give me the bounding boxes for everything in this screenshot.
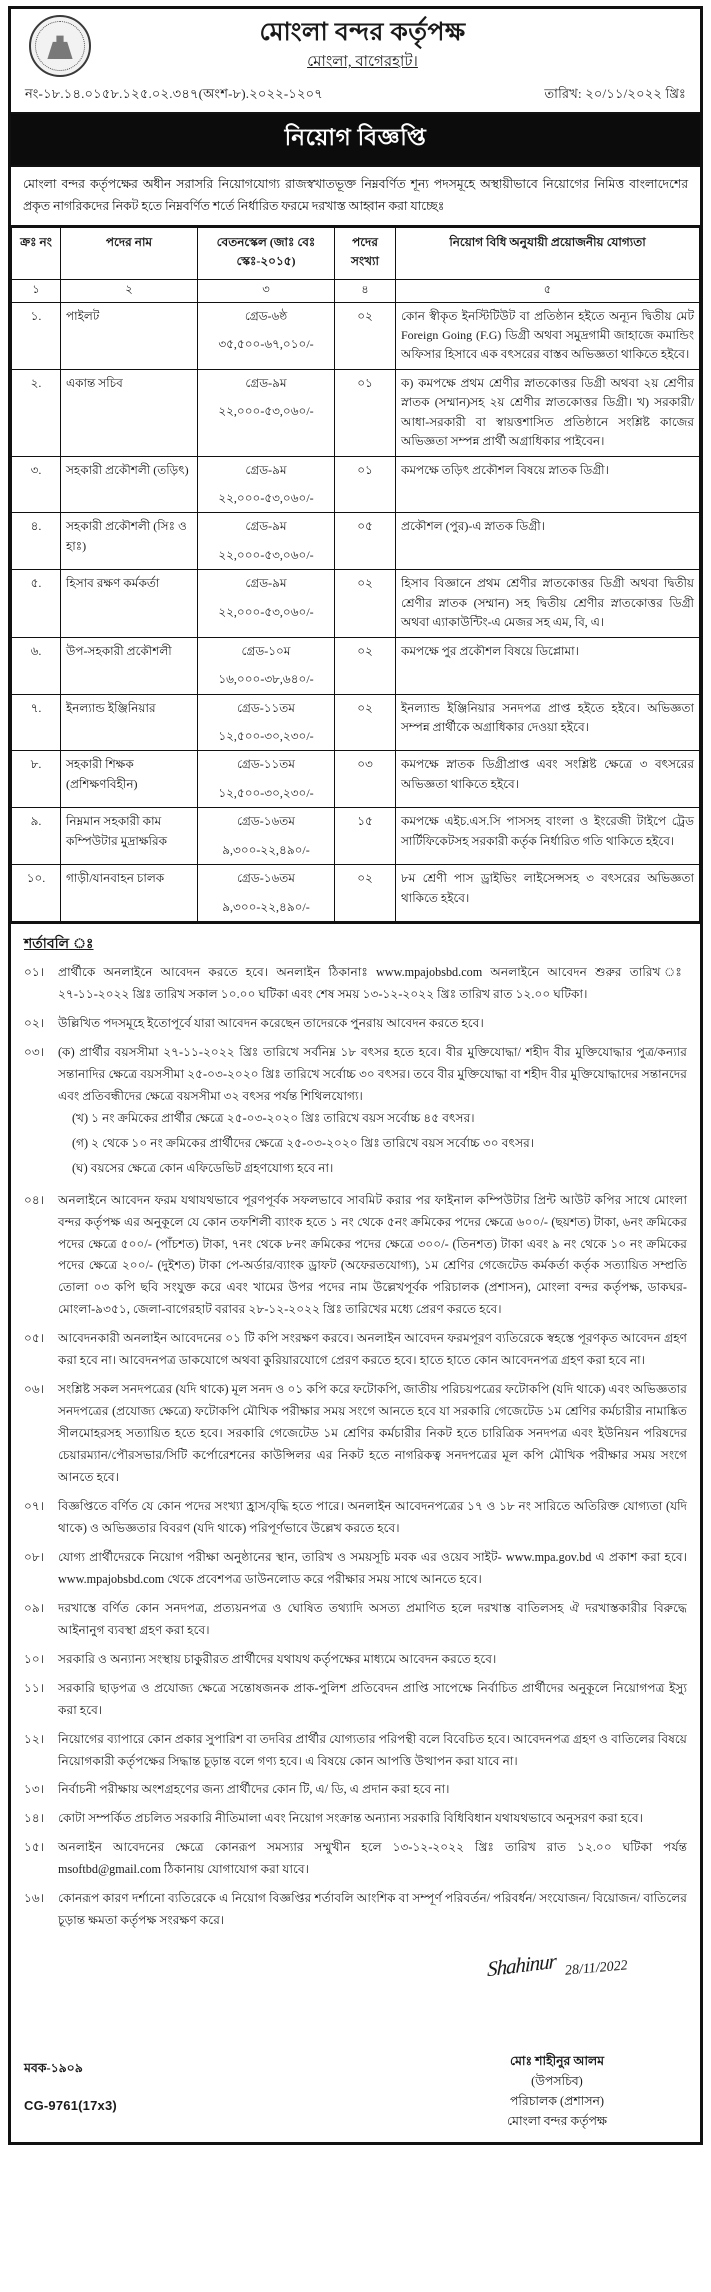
- footer-memo-ref: মবক-১৯০৯: [24, 2061, 83, 2076]
- header-pay-scale: বেতনস্কেল (জাঃ বেঃ স্কেঃ-২০১৫): [198, 228, 335, 280]
- condition-text: আবেদনকারী অনলাইন আবেদনের ০১ টি কপি সংরক্ষণ করবে। অনলাইন আবেদন ফরমপূরণ ব্যতিরেকে স্বহস্তে পূরণকৃত আবেদন গ্রহণ করা হবে না। আবেদনপত্র ডাকযোগে অথবা কুরিয়ারযোগে প্রেরণ করতে হবে। হাতে হাতে কোন আবেদনপত্র গ্রহণ করা হবে না।: [58, 1331, 687, 1368]
- cell-vacancies: ০১: [335, 456, 396, 513]
- condition-number: ০৭।: [24, 1499, 45, 1513]
- header-post-name: পদের নাম: [61, 228, 198, 280]
- condition-text: যোগ্য প্রার্থীদেরকে নিয়োগ পরীক্ষা অনুষ্ঠানের স্থান, তারিখ ও সময়সূচি মবক এর ওয়েব সাইট- www.mpa.gov.bd এ প্রকাশ করা হবে। www.mpajobsbd.com থেকে প্রবেশপত্র ডাউনলোড করে পরীক্ষার সময় সাথে আনতে হবে।: [58, 1549, 687, 1586]
- logo-container: [23, 15, 97, 77]
- cell-qualification: কোন স্বীকৃত ইনস্টিটিউট বা প্রতিষ্ঠান হইতে অন্যূন দ্বিতীয় মেট Foreign Going (F.G) ডিগ্রী অথবা সমুদ্রগামী জাহাজে কমান্ডিং অফিসার হিসাবে এক বৎসরের বাস্তব অভিজ্ঞতা থাকিতে হইবে।: [396, 302, 700, 369]
- cell-pay-scale: [198, 865, 335, 922]
- condition-number: ০৮।: [24, 1549, 45, 1564]
- colnum-3: ৩: [198, 279, 335, 302]
- cell-serial: ৫.: [12, 570, 61, 637]
- condition-item: [24, 1496, 687, 1540]
- condition-sublist: [58, 1108, 687, 1180]
- cell-serial: ৮.: [12, 751, 61, 808]
- cell-scale-range: ২২,০০০-৫৩,০৬০/-: [218, 491, 314, 506]
- condition-text-group: [58, 1042, 687, 1183]
- cell-vacancies: ০১: [335, 369, 396, 456]
- condition-text: নির্বাচনী পরীক্ষায় অংশগ্রহণের জন্য প্রার্থীদের কোন টি, এ/ ডি, এ প্রদান করা হবে না।: [58, 1782, 450, 1797]
- condition-number: ১৬।: [24, 1891, 45, 1906]
- cell-scale-range: ২২,০০০-৫৩,০৬০/-: [218, 604, 314, 619]
- signatory-role: পরিচালক (প্রশাসন): [509, 2094, 605, 2109]
- letterhead-top: [11, 13, 700, 79]
- cell-scale-range: ৩৫,৫০০-৬৭,০১০/-: [218, 336, 314, 351]
- condition-item: [24, 1379, 687, 1489]
- condition-number: ০১।: [24, 965, 45, 980]
- table-header-row: [12, 228, 700, 280]
- cell-qualification: কমপক্ষে পুর প্রকৌশল বিষয়ে ডিপ্লোমা।: [396, 637, 700, 694]
- cell-pay-scale: [198, 456, 335, 513]
- header-vacancies: পদের সংখ্যা: [335, 228, 396, 280]
- cell-qualification: ক) কমপক্ষে প্রথম শ্রেণীর স্নাতকোত্তর ডিগ্রী অথবা ২য় শ্রেণীর স্নাতক (সম্মান)সহ ২য় শ্রেণীর স্নাতকোত্তর ডিগ্রী। খ) সরকারী/আধা-সরকারী বা স্বায়ত্তশাসিত প্রতিষ্ঠানে সংশ্লিষ্ট কাজের অভিজ্ঞতা সম্পন্ন প্রার্থী অগ্রাধিকার পাইবেন।: [396, 369, 700, 456]
- condition-number: ১২।: [24, 1731, 45, 1746]
- signature-area: [427, 1949, 687, 1983]
- condition-item: [24, 1837, 687, 1881]
- table-head: [12, 228, 700, 303]
- cell-post-name: উপ-সহকারী প্রকৌশলী: [61, 637, 198, 694]
- cell-serial: ৩.: [12, 456, 61, 513]
- colnum-4: ৪: [335, 279, 396, 302]
- document-frame: [8, 6, 703, 2145]
- condition-number: ১৪।: [24, 1811, 45, 1826]
- cell-scale-range: ৯,৩০০-২২,৪৯০/-: [222, 842, 310, 857]
- cell-qualification: ৮ম শ্রেণী পাস ড্রাইভিং লাইসেন্সসহ ৩ বৎসরের অভিজ্ঞতা থাকিতে হইবে।: [396, 865, 700, 922]
- condition-number: ১৩।: [24, 1782, 45, 1797]
- condition-number: ০৬।: [24, 1382, 45, 1397]
- condition-text: নিয়োগের ব্যাপারে কোন প্রকার সুপারিশ বা তদবির প্রার্থীর যোগ্যতার পরিপন্থী বলে বিবেচিত হবে। আবেদনপত্র গ্রহণ ও বাতিলের বিষয়ে নিয়োগকারী কর্তৃপক্ষের সিদ্ধান্ত চূড়ান্ত বলে গণ্য হবে। এ বিষয়ে কোন আপত্তি উত্থাপন করা যাবে না।: [58, 1731, 687, 1768]
- condition-text: বিজ্ঞপ্তিতে বর্ণিত যে কোন পদের সংখ্যা হ্রাস/বৃদ্ধি হতে পারে। অনলাইন আবেদনপত্রের ১৭ ও ১৮ নং সারিতে অতিরিক্ত যোগ্যতা (যদি থাকে) ও অভিজ্ঞতার বিবরণ (যদি থাকে) পরিপূর্ণভাবে উল্লেখ করতে হবে।: [58, 1499, 687, 1535]
- cell-vacancies: ০২: [335, 302, 396, 369]
- condition-sub-item: (ঘ) বয়সের ক্ষেত্রে কোন এফিডেভিট গ্রহণযোগ্য হবে না।: [72, 1160, 334, 1175]
- condition-sub-item: (খ) ১ নং ক্রমিকের প্রার্থীর ক্ষেত্রে ২৫-০৩-২০২০ খ্রিঃ তারিখে বয়স সর্বোচ্চ ৪৫ বৎসর।: [72, 1110, 475, 1125]
- cell-qualification: কমপক্ষে তড়িৎ প্রকৌশল বিষয়ে স্নাতক ডিগ্রী।: [396, 456, 700, 513]
- condition-item: [24, 1649, 687, 1671]
- signature-block: [11, 1947, 700, 2051]
- cell-post-name: পাইলট: [61, 302, 198, 369]
- conditions-section: [11, 922, 700, 1947]
- table-row: [12, 808, 700, 865]
- colnum-5: ৫: [396, 279, 700, 302]
- footer-left: [24, 2051, 117, 2125]
- cell-grade: গ্রেড-১০ম: [241, 643, 291, 658]
- cell-pay-scale: [198, 302, 335, 369]
- signatory-organization: মোংলা বন্দর কর্তৃপক্ষ: [507, 2114, 607, 2129]
- condition-number: ০৯।: [24, 1600, 45, 1615]
- cell-vacancies: ০২: [335, 865, 396, 922]
- cell-serial: ৯.: [12, 808, 61, 865]
- memo-number: নং-১৮.১৪.০১৫৮.১২৫.০২.৩৪৭(অংশ-৮).২০২২-১২০৭: [25, 86, 323, 101]
- colnum-2: ২: [61, 279, 198, 302]
- condition-item: [24, 1190, 687, 1322]
- cell-scale-range: ৯,৩০০-২২,৪৯০/-: [222, 899, 310, 914]
- cell-vacancies: ০২: [335, 570, 396, 637]
- cell-serial: ৭.: [12, 694, 61, 751]
- condition-item: [24, 1729, 687, 1773]
- seal-emblem-icon: [45, 33, 75, 59]
- condition-text: কোটা সম্পর্কিত প্রচলিত সরকারি নীতিমালা এবং নিয়োগ সংক্রান্ত অন্যান্য সরকারি বিধিবিধান যথাযথভাবে অনুসরণ করা হবে।: [58, 1811, 643, 1826]
- table-body: [12, 302, 700, 922]
- intro-paragraph: মোংলা বন্দর কর্তৃপক্ষের অধীন সরাসরি নিয়োগযোগ্য রাজস্বখাতভূক্ত নিম্নবর্ণিত শূন্য পদসমূহে অস্থায়ীভাবে নিয়োগের নিমিত্ত বাংলাদেশের প্রকৃত নাগরিকদের নিকট হতে নিম্নবর্ণিত শর্তে নির্ধারিত ফরমে দরখাস্ত আহ্বান করা যাচ্ছেঃ: [11, 167, 700, 227]
- cell-post-name: সহকারী প্রকৌশলী (সিঃ ও হাঃ): [61, 513, 198, 570]
- table-column-number-row: [12, 279, 700, 302]
- footer-row: [11, 2051, 700, 2141]
- cell-grade: গ্রেড-১৬তম: [237, 814, 295, 829]
- condition-item: [24, 1779, 687, 1801]
- cell-grade: গ্রেড-৬ষ্ঠ: [244, 308, 288, 323]
- cell-qualification: প্রকৌশল (পুর)-এ স্নাতক ডিগ্রী।: [396, 513, 700, 570]
- condition-text: কোনরূপ কারণ দর্শানো ব্যতিরেকে এ নিয়োগ বিজ্ঞপ্তির শর্তাবলি আংশিক বা সম্পূর্ণ পরিবর্তন/ পরিবর্ধন/ সংযোজন/ বিয়োজন/ বাতিলের চূড়ান্ত ক্ষমতা কর্তৃপক্ষ সংরক্ষণ করে।: [58, 1891, 687, 1928]
- table-row: [12, 302, 700, 369]
- cell-serial: ১.: [12, 302, 61, 369]
- cell-qualification: কমপক্ষে স্নাতক ডিগ্রীপ্রাপ্ত এবং সংশ্লিষ্ট ক্ষেত্রে ৩ বৎসরের অভিজ্ঞতা থাকিতে হইবে।: [396, 751, 700, 808]
- conditions-heading: শর্তাবলি ঃ: [24, 937, 94, 953]
- cell-scale-range: ২২,০০০-৫৩,০৬০/-: [218, 404, 314, 419]
- condition-number: ১৫।: [24, 1840, 45, 1855]
- handwritten-signature: Shahinur: [486, 1948, 556, 1982]
- cell-qualification: কমপক্ষে এইচ.এস.সি পাসসহ বাংলা ও ইংরেজী টাইপে ট্রেড সার্টিফিকেটসহ সরকারী কর্তৃক নির্ধারিত গতি থাকিতে হইবে।: [396, 808, 700, 865]
- cell-serial: ২.: [12, 369, 61, 456]
- cell-scale-range: ২২,০০০-৫৩,০৬০/-: [218, 547, 314, 562]
- cell-vacancies: ০২: [335, 637, 396, 694]
- cell-pay-scale: [198, 570, 335, 637]
- cell-vacancies: ০৫: [335, 513, 396, 570]
- colnum-1: ১: [12, 279, 61, 302]
- cell-pay-scale: [198, 694, 335, 751]
- condition-item: [24, 1328, 687, 1372]
- organization-name: মোংলা বন্দর কর্তৃপক্ষ: [259, 18, 466, 46]
- cell-grade: গ্রেড-৯ম: [245, 519, 287, 534]
- condition-item: [24, 1678, 687, 1722]
- cell-vacancies: ১৫: [335, 808, 396, 865]
- table-row: [12, 751, 700, 808]
- condition-item: [24, 962, 687, 1006]
- cell-scale-range: ১২,৫০০-৩০,২৩০/-: [218, 728, 314, 743]
- condition-text: দরখাস্তে বর্ণিত কোন সনদপত্র, প্রত্যয়নপত্র ও ঘোষিত তথ্যাদি অসত্য প্রমাণিত হলে দরখাস্ত বাতিলসহ ঐ দরখাস্তকারীর বিরুদ্ধে আইনানুগ ব্যবস্থা গ্রহণ করা হবে।: [58, 1600, 687, 1637]
- cell-grade: গ্রেড-৯ম: [245, 576, 287, 591]
- cell-serial: ৬.: [12, 637, 61, 694]
- condition-item: [24, 1042, 687, 1183]
- condition-item: [24, 1888, 687, 1932]
- cell-post-name: নিম্নমান সহকারী কাম কম্পিউটার মুদ্রাক্ষরিক: [61, 808, 198, 865]
- cell-pay-scale: [198, 751, 335, 808]
- condition-text: সরকারি ও অন্যান্য সংস্থায় চাকুরীরত প্রার্থীদের যথাযথ কর্তৃপক্ষের মাধ্যমে আবেদন করতে হবে।: [58, 1651, 497, 1666]
- header-qualification: নিয়োগ বিধি অনুযায়ী প্রয়োজনীয় যোগ্যতা: [396, 228, 700, 280]
- cell-vacancies: ০২: [335, 694, 396, 751]
- condition-text: সরকারি ছাড়পত্র ও প্রযোজ্য ক্ষেত্রে সন্তোষজনক প্রাক-পুলিশ প্রতিবেদন প্রাপ্তি সাপেক্ষে নির্বাচিত প্রার্থীদের অনুকূলে নিয়োগপত্র ইস্যু করা হবে।: [58, 1680, 687, 1717]
- cell-qualification: হিসাব বিজ্ঞানে প্রথম শ্রেণীর স্নাতকোত্তর ডিগ্রী অথবা দ্বিতীয় শ্রেণীর স্নাতক (সম্মান) সহ দ্বিতীয় শ্রেণীর স্নাতকোত্তর ডিগ্রী অথবা এ্যাকাউন্টিং-এ মেজর সহ এম, বি, এ।: [396, 570, 700, 637]
- cell-grade: গ্রেড-৯ম: [245, 462, 287, 477]
- condition-text: (ক) প্রার্থীর বয়সসীমা ২৭-১১-২০২২ খ্রিঃ তারিখে সর্বনিম্ন ১৮ বৎসর হতে হবে। বীর মুক্তিযোদ্ধা/ শহীদ বীর মুক্তিযোদ্ধার পুত্র/কন্যার সন্তানাদির ক্ষেত্রে বয়সসীমা ২৫-০৩-২০২০ খ্রিঃ তারিখে সর্বোচ্চ ৩০ বৎসর। তবে বীর মুক্তিযোদ্ধা বা শহীদ বীর মুক্তিযোদ্ধাদের সন্তানদের এবং প্রতিবন্ধীদের ক্ষেত্রে বয়সসীমা ৩২ বৎসর পর্যন্ত শিথিলযোগ্য।: [58, 1044, 687, 1103]
- cell-qualification: ইনল্যান্ড ইঞ্জিনিয়ার সনদপত্র প্রাপ্ত হইতে হইবে। অভিজ্ঞতা সম্পন্ন প্রার্থীকে অগ্রাধিকার দেওয়া হইবে।: [396, 694, 700, 751]
- cell-vacancies: ০৩: [335, 751, 396, 808]
- footer-cg-code: CG-9761(17x3): [24, 2098, 117, 2114]
- cell-grade: গ্রেড-১১তম: [237, 757, 295, 772]
- condition-text: অনলাইনে আবেদন ফরম যথাযথভাবে পূরণপূর্বক সফলভাবে সাবমিট করার পর ফাইনাল কম্পিউটার প্রিন্ট আউট কপির সাথে মোংলা বন্দর কর্তৃপক্ষ এর অনুকূলে যে কোন তফশিলী ব্যাংক হতে ১ নং থেকে ৫নং ক্রমিকের পদের ক্ষেত্রে ৬০০/- (ছয়শত) টাকা, ৬নং ক্রমিকের পদের ক্ষেত্রে ৫০০/- (পাঁচশত) টাকা, ৭নং থেকে ৮নং ক্রমিকের পদের ক্ষেত্রে ৩০০/- (তিনশত) টাকা এবং ৯ নং থেকে ১০ নং ক্রমিকের পদের ক্ষেত্রে ২০০/- (দুইশত) টাকা পে-অর্ডার/ব্যাংক ড্রাফট (অফেরতযোগ্য), ১ম শ্রেণির গেজেটেড কর্মকর্তা কর্তৃক সত্যায়িত সম্প্রতি তোলা ০৩ কপি ছবি সংযুক্ত করে এবং খামের উপর পদের নাম উল্লেখপূর্বক পরিচালক (প্রশাসন), মোংলা বন্দর কর্তৃপক্ষ, ডাকঘর-মোংলা-৯৩৫১, জেলা-বাগেরহাট বরাবর ২৮-১২-২০২২ খ্রিঃ তারিখের মধ্যে প্রেরণ করতে হবে।: [58, 1192, 687, 1317]
- signatory-designation: (উপসচিব): [531, 2074, 583, 2089]
- table-row: [12, 570, 700, 637]
- condition-text: অনলাইন আবেদনের ক্ষেত্রে কোনরূপ সমস্যার সম্মুখীন হলে ১৩-১২-২০২২ খ্রিঃ তারিখ রাত ১২.০০ ঘটিকা পর্যন্ত msoftbd@gmail.com ঠিকানায় যোগাযোগ করা যাবে।: [58, 1840, 687, 1877]
- port-authority-seal-icon: [29, 15, 91, 77]
- cell-scale-range: ১২,৫০০-৩০,২৩০/-: [218, 785, 314, 800]
- table-row: [12, 513, 700, 570]
- condition-item: [24, 1547, 687, 1591]
- condition-number: ১১।: [24, 1680, 45, 1695]
- table-row: [12, 456, 700, 513]
- cell-post-name: একান্ত সচিব: [61, 369, 198, 456]
- condition-number: ০৫।: [24, 1331, 45, 1346]
- signatory-name: মোঃ শাহীনুর আলম: [509, 2054, 605, 2069]
- memo-date: তারিখ: ২০/১১/২০২২ খ্রিঃ: [544, 86, 686, 101]
- cell-post-name: হিসাব রক্ষণ কর্মকর্তা: [61, 570, 198, 637]
- signature-graphic: [427, 1949, 687, 1983]
- cell-grade: গ্রেড-৯ম: [245, 375, 287, 390]
- table-row: [12, 369, 700, 456]
- condition-number: ১০।: [24, 1651, 45, 1666]
- condition-text: সংশ্লিষ্ট সকল সনদপত্রের (যদি থাকে) মূল সনদ ও ০১ কপি করে ফটোকপি, জাতীয় পরিচয়পত্রের ফটোকপি (যদি থাকে) এবং অভিজ্ঞতার সনদপত্রের (প্রযোজ্য ক্ষেত্রে) ফটোকপি মৌখিক পরীক্ষার সময় সংগে আনতে হবে যা সরকারি গেজেটেড ১ম শ্রেণির কর্মচারীর নামাঙ্কিত সীলমোহরসহ সত্যায়িত হতে হবে। সরকারি গেজেটেড ১ম শ্রেণির কর্মচারীর নিকট হতে চারিত্রিক সনদপত্র এবং ইউনিয়ন পরিষদের চেয়ারম্যান/পৌরসভার/সিটি কর্পোরেশনের কাউন্সিলর এর নিকট হতে নাগরিকত্ব সনদপত্রের মূল কপি মৌখিক পরীক্ষার সময় সংগে আনতে হবে।: [58, 1382, 687, 1485]
- circular-title-banner: নিয়োগ বিজ্ঞপ্তি: [11, 114, 700, 167]
- condition-item: [24, 1598, 687, 1642]
- table-row: [12, 637, 700, 694]
- letterhead-titles: [97, 17, 688, 75]
- signatory-details: [427, 2051, 687, 2131]
- cell-serial: ৪.: [12, 513, 61, 570]
- cell-grade: গ্রেড-১৬তম: [237, 871, 295, 886]
- cell-post-name: ইনল্যান্ড ইঞ্জিনিয়ার: [61, 694, 198, 751]
- condition-number: ০৪।: [24, 1192, 45, 1207]
- condition-item: [24, 1808, 687, 1830]
- cell-pay-scale: [198, 637, 335, 694]
- condition-sub-item: (গ) ২ থেকে ১০ নং ক্রমিকের প্রার্থীদের ক্ষেত্রে ২৫-০৩-২০২০ খ্রিঃ তারিখে বয়স সর্বোচ্চ ৩০ বৎসর।: [72, 1135, 535, 1150]
- letterhead: [11, 9, 700, 114]
- table-row: [12, 865, 700, 922]
- letterhead-meta: [11, 79, 700, 110]
- cell-pay-scale: [198, 808, 335, 865]
- cell-serial: ১০.: [12, 865, 61, 922]
- cell-pay-scale: [198, 369, 335, 456]
- condition-item: [24, 1013, 687, 1035]
- cell-grade: গ্রেড-১১তম: [237, 700, 295, 715]
- condition-text: উল্লিখিত পদসমূহে ইতোপূর্বে যারা আবেদন করেছেন তাদেরকে পুনরায় আবেদন করতে হবে।: [58, 1015, 484, 1030]
- condition-number: ০২।: [24, 1015, 45, 1030]
- cell-scale-range: ১৬,০০০-৩৮,৬৪০/-: [218, 672, 314, 687]
- cell-post-name: গাড়ী/যানবাহন চালক: [61, 865, 198, 922]
- cell-pay-scale: [198, 513, 335, 570]
- job-positions-table: [11, 227, 700, 922]
- table-row: [12, 694, 700, 751]
- cell-post-name: সহকারী শিক্ষক (প্রশিক্ষণবিহীন): [61, 751, 198, 808]
- organization-address: মোংলা, বাগেরহাট।: [307, 54, 418, 71]
- cell-post-name: সহকারী প্রকৌশলী (তড়িৎ): [61, 456, 198, 513]
- condition-number: ০৩।: [24, 1044, 45, 1059]
- condition-text: প্রার্থীকে অনলাইনে আবেদন করতে হবে। অনলাইন ঠিকানাঃ www.mpajobsbd.com অনলাইনে আবেদন শুরুর তারিখ ঃ ২৭-১১-২০২২ খ্রিঃ তারিখ সকাল ১০.০০ ঘটিকা এবং শেষ সময় ১৩-১২-২০২২ খ্রিঃ তারিখ রাত ১২.০০ ঘটিকা।: [58, 965, 687, 1001]
- handwritten-signature-date: 28/11/2022: [564, 1958, 628, 1979]
- header-serial: ক্রঃ নং: [12, 228, 61, 280]
